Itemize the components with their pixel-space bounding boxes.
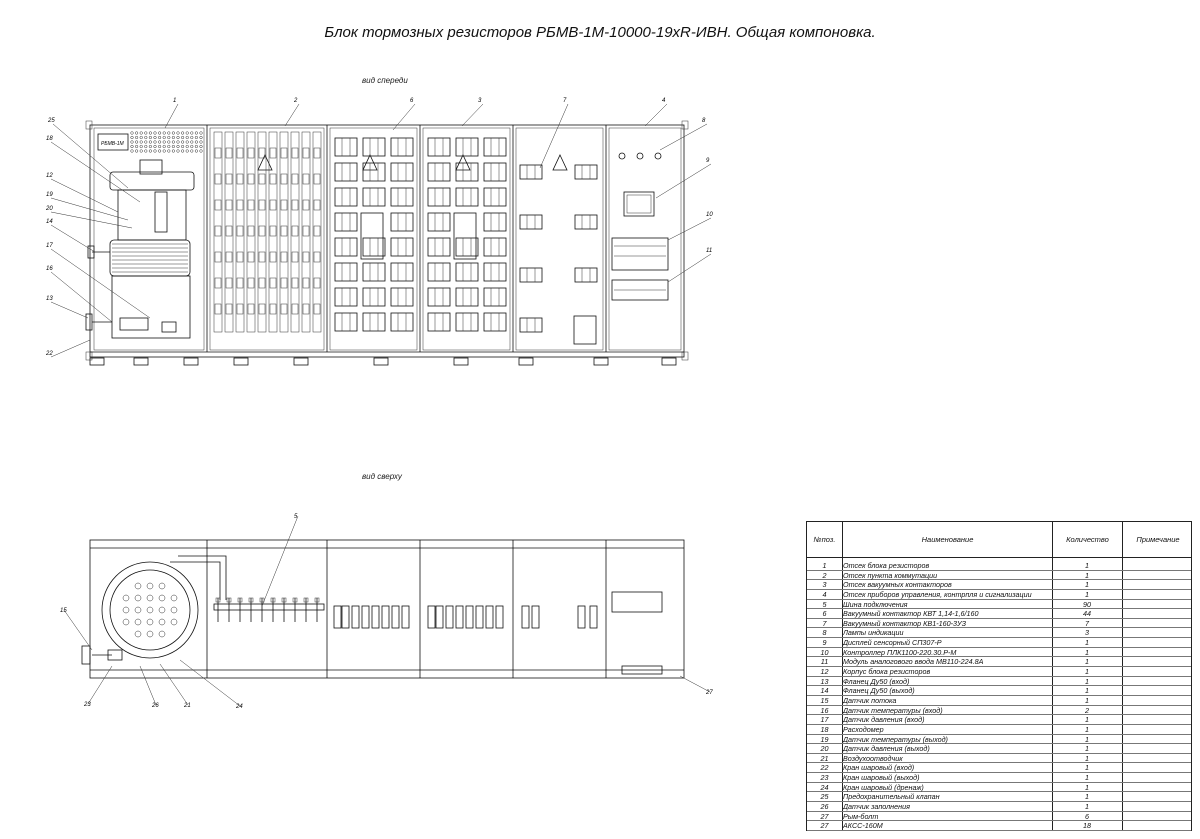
table-header [807,522,1191,558]
cell-qty: 1 [1085,744,1089,754]
table-row [807,571,1191,581]
cell-name: Отсек приборов управления, контрпля и сигнализации [843,589,1032,599]
support-foot [519,358,533,365]
table-row [807,590,1191,600]
cell-pos: 4 [822,589,827,599]
header-note: Примечание [1136,535,1180,544]
cell-name: Датчик потока [843,695,897,705]
support-foot [294,358,308,365]
callout-14: 14 [46,219,53,225]
cell-name: Дисплей сенсорный СП307-Р [843,638,942,648]
cell-name: Лампы индикации [843,628,904,638]
table-row [807,619,1191,629]
cell-name: Вакуумный контактор КВ1-160-3УЗ [843,618,967,628]
cell-qty: 3 [1085,628,1089,638]
callout-9: 9 [706,158,710,164]
cell-pos: 26 [820,802,829,812]
indicator-lamp-icon [637,153,643,159]
cell-name: Отсек пункта коммутации [843,570,938,580]
callout-17: 17 [46,243,53,249]
table-row [807,802,1191,812]
table-row [807,677,1191,687]
cell-pos: 12 [820,667,829,677]
cell-qty: 1 [1085,782,1089,792]
support-foot [134,358,148,365]
header-qty: Количество [1053,522,1123,557]
plc-controller [612,238,668,270]
cell-name: Отсек вакуумных контакторов [843,580,952,590]
cell-name: Датчик температуры (выход) [843,734,948,744]
callout-21: 21 [184,703,191,709]
cell-name: Фланец Ду50 (выход) [843,686,915,696]
support-foot [594,358,608,365]
callout-7: 7 [563,98,567,104]
table-row [807,628,1191,638]
cell-qty: 6 [1085,811,1089,821]
callout-26: 26 [152,703,159,709]
callout-16: 16 [46,266,53,272]
support-foot [184,358,198,365]
cell-qty: 1 [1085,773,1089,783]
callout-15: 15 [60,608,67,614]
cell-qty: 1 [1085,638,1089,648]
cell-name: Вакуумный контактор КВТ 1,14-1,6/160 [843,609,979,619]
callout-13: 13 [46,296,53,302]
cell-name: Воздухоотводчик [843,753,903,763]
cell-name: Модуль аналогового ввода МВ110-224.8А [843,657,984,667]
cell-name: Корпус блока резисторов [843,667,931,677]
table-row [807,696,1191,706]
top-view-label: вид сверху [362,472,402,481]
cell-name: Датчик давления (вход) [843,715,925,725]
table-row [807,561,1191,571]
cell-pos: 6 [822,609,827,619]
cell-qty: 2 [1085,705,1089,715]
callout-23: 23 [84,702,91,708]
cell-qty: 1 [1085,676,1089,686]
cell-pos: 27 [820,811,829,821]
cell-pos: 7 [822,618,827,628]
vacuum-contactor-compartment-a [330,128,417,350]
cell-qty: 1 [1085,580,1089,590]
header-pos: №поз. [807,522,843,557]
table-row [807,783,1191,793]
contactor-kv1-compartment [516,128,603,350]
callout-24: 24 [236,704,243,710]
table-row [807,667,1191,677]
table-row [807,686,1191,696]
parts-list-table [806,521,1192,831]
cell-pos: 3 [822,580,827,590]
cell-qty: 1 [1085,695,1089,705]
cell-name: Предохранительный клапан [843,792,940,802]
switching-compartment [210,128,324,350]
cell-qty: 1 [1085,715,1089,725]
indicator-lamp-icon [619,153,625,159]
cell-pos: 8 [822,628,827,638]
touch-display [624,192,654,216]
table-row [807,725,1191,735]
cell-name: Датчик заполнения [843,802,910,812]
callout-5: 5 [294,514,298,520]
cell-qty: 1 [1085,589,1089,599]
cell-qty: 1 [1085,802,1089,812]
cell-pos: 20 [820,744,829,754]
cell-name: Кран шаровый (выход) [843,773,920,783]
cell-qty: 1 [1085,657,1089,667]
cell-pos: 11 [820,657,829,667]
cell-pos: 15 [820,695,829,705]
callout-10: 10 [706,212,713,218]
nameplate-text: РБМВ-1М [101,141,124,147]
cell-qty: 1 [1085,686,1089,696]
table-row [807,763,1191,773]
table-row [807,580,1191,590]
support-foot [662,358,676,365]
table-row [807,648,1191,658]
cell-name: Кран шаровый (вход) [843,763,915,773]
cell-pos: 23 [820,773,829,783]
callout-27: 27 [706,690,713,696]
table-row [807,744,1191,754]
table-row [807,706,1191,716]
cell-pos: 19 [820,734,829,744]
cell-qty: 1 [1085,561,1089,570]
cell-qty: 44 [1083,609,1091,619]
cell-name: Контроллер ПЛК1100-220.30.Р-М [843,647,957,657]
cell-pos: 17 [820,715,829,725]
table-row [807,735,1191,745]
cell-name: Датчик температуры (вход) [843,705,943,715]
callout-1: 1 [173,98,177,104]
cell-qty: 1 [1085,763,1089,773]
callout-12: 12 [46,173,53,179]
cell-name: Рым-болт [843,811,879,821]
cell-pos: 13 [820,676,829,686]
callout-2: 2 [294,98,298,104]
top-flange [110,172,194,190]
cell-qty: 7 [1085,618,1089,628]
vacuum-contactor-compartment-b [423,128,510,350]
cell-name: Расходомер [843,724,884,734]
table-row [807,812,1191,822]
cell-name: Шина подключения [843,599,908,609]
cell-pos: 9 [822,638,827,648]
cell-qty: 1 [1085,724,1089,734]
resistor-coil [110,240,190,276]
cell-name: АКСС-160М [843,821,883,831]
support-foot [234,358,248,365]
cell-qty: 1 [1085,667,1089,677]
cell-qty: 18 [1083,821,1091,831]
resistor-compartment [86,128,204,350]
table-row [807,609,1191,619]
cell-qty: 90 [1083,599,1091,609]
cell-pos: 14 [820,686,829,696]
callout-20: 20 [46,206,53,212]
callout-11: 11 [706,248,713,254]
cell-qty: 1 [1085,647,1089,657]
callout-3: 3 [478,98,482,104]
cell-pos: 24 [820,782,829,792]
front-view-label: вид спереди [362,76,408,85]
cell-name: Датчик давления (выход) [843,744,930,754]
table-row [807,792,1191,802]
table-row [807,821,1191,831]
cell-name: Фланец Ду50 (вход) [843,676,910,686]
callout-25: 25 [48,118,55,124]
cell-pos: 21 [820,753,829,763]
callout-18: 18 [46,136,53,142]
cell-pos: 1 [822,561,827,570]
cell-pos: 27 [820,821,829,831]
cell-pos: 22 [820,763,829,773]
header-name: Наименование [843,522,1053,557]
cell-pos: 25 [820,792,829,802]
front-frame [90,125,684,357]
table-row [807,600,1191,610]
table-row [807,773,1191,783]
cell-qty: 1 [1085,570,1089,580]
drawing-title: Блок тормозных резисторов РБМВ-1М-10000-19хR-ИВН. Общая компоновка. [324,24,876,41]
cell-qty: 1 [1085,792,1089,802]
cell-qty: 1 [1085,734,1089,744]
warning-sign-icon [553,155,567,170]
cell-pos: 5 [822,599,827,609]
cell-name: Кран шаровый (дренаж) [843,782,924,792]
callout-6: 6 [410,98,414,104]
table-row [807,715,1191,725]
support-foot [374,358,388,365]
callout-8: 8 [702,118,706,124]
cell-pos: 10 [820,647,829,657]
callout-19: 19 [46,192,53,198]
table-body [807,561,1191,831]
cell-qty: 1 [1085,753,1089,763]
callout-4: 4 [662,98,666,104]
table-row [807,657,1191,667]
table-row [807,754,1191,764]
cell-pos: 2 [822,570,827,580]
callout-22: 22 [46,351,53,357]
table-row [807,638,1191,648]
cell-name: Отсек блока резисторов [843,561,930,570]
cell-pos: 18 [820,724,829,734]
support-foot [454,358,468,365]
indicator-lamp-icon [655,153,661,159]
cell-pos: 16 [820,705,829,715]
